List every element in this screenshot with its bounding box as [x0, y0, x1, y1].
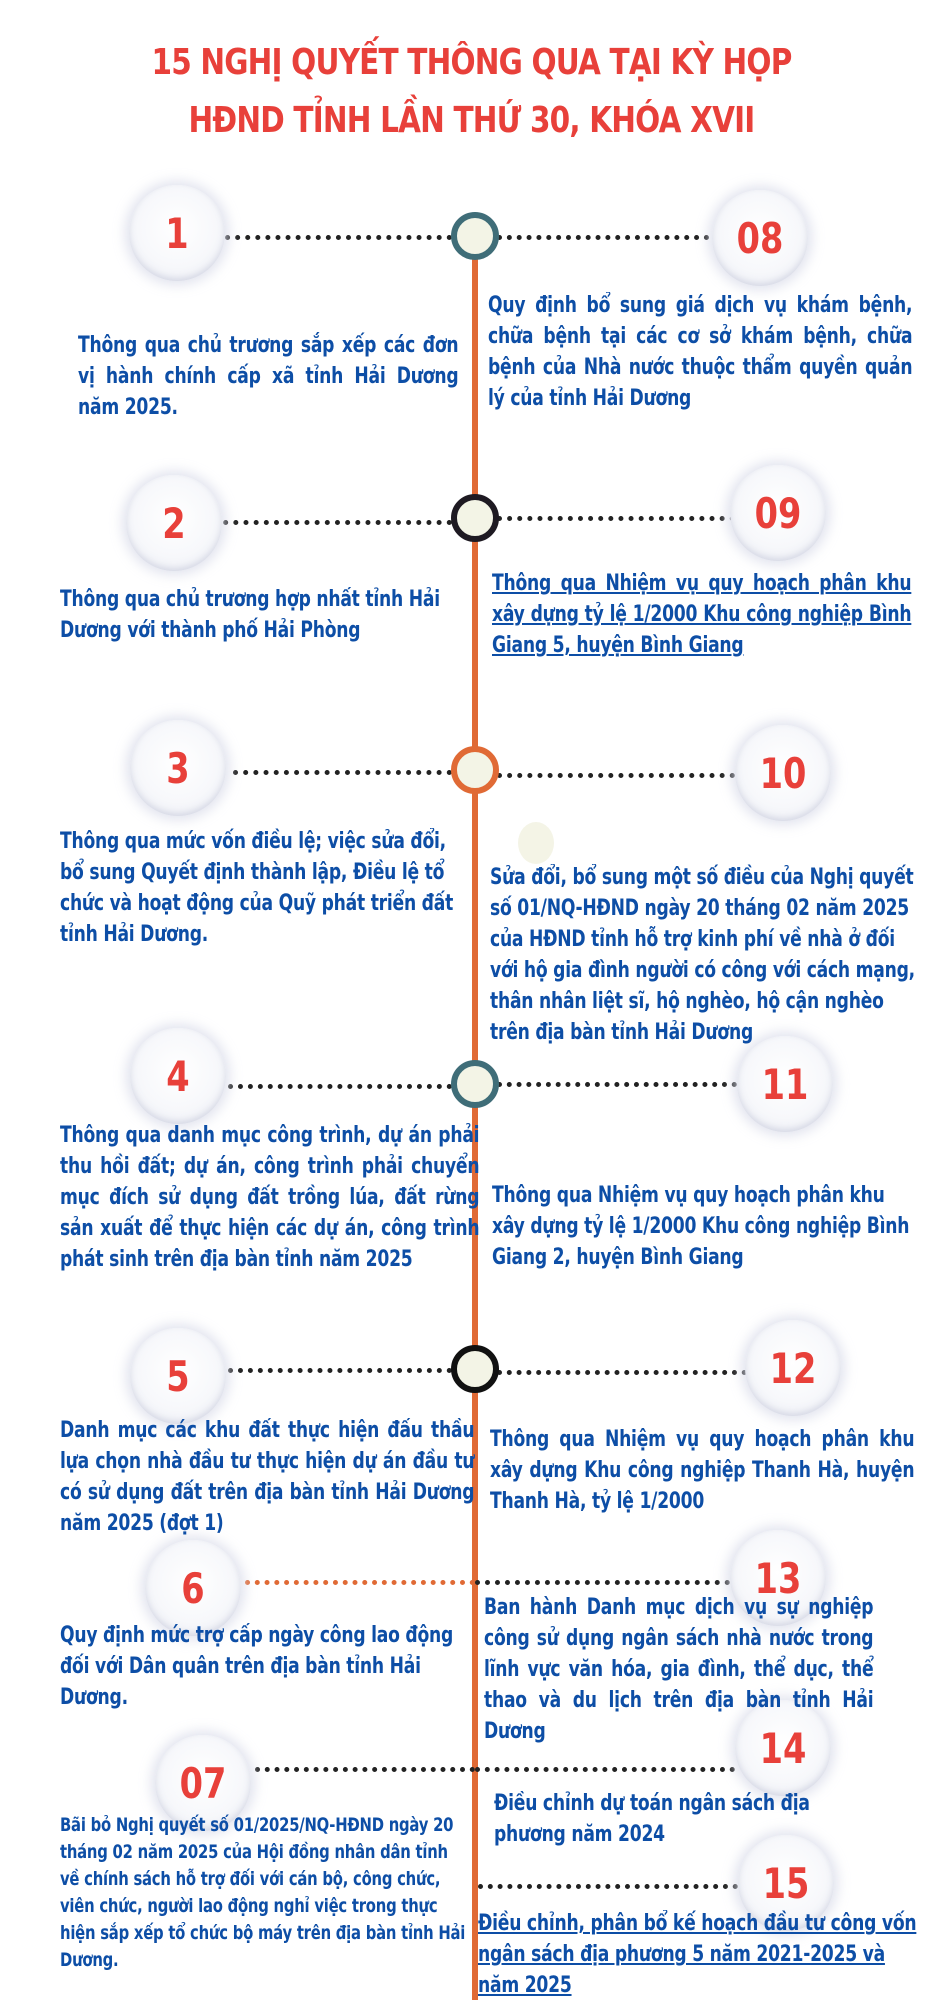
- resolution-text-4: Thông qua danh mục công trình, dự án phải thu hồi đất; dự án, công trình phải chuyển mục đích sử dụng đất trồng lúa, đất rừng sản xuất để thực hiện các dự án, công trình phát sinh trên địa bàn tỉnh năm 2025: [60, 1123, 480, 1272]
- connector-right-11: [497, 1082, 737, 1087]
- connector-left-2: [213, 520, 452, 525]
- number-badge-10: [735, 725, 831, 821]
- number-badge-2: [126, 475, 222, 571]
- connector-right-14: [475, 1767, 735, 1772]
- badge-number: 12: [769, 1343, 817, 1393]
- connector-left-7: [255, 1767, 475, 1772]
- resolution-text-14: Điều chỉnh dự toán ngân sách địa phương năm 2024: [494, 1791, 810, 1847]
- number-badge-4: [130, 1028, 226, 1124]
- connector-right-13: [475, 1580, 730, 1585]
- connector-right-9: [497, 516, 735, 521]
- resolution-text-13: Ban hành Danh mục dịch vụ sự nghiệp công sử dụng ngân sách nhà nước trong lĩnh vực văn hóa, gia đình, thể dục, thể thao và du lịch trên địa bàn tỉnh Hải Dương: [484, 1595, 874, 1744]
- timeline-node: [451, 212, 499, 260]
- resolution-text-1: Thông qua chủ trương sắp xếp các đơn vị hành chính cấp xã tỉnh Hải Dương năm 2025.: [78, 333, 459, 420]
- resolution-text-8: Quy định bổ sung giá dịch vụ khám bệnh, chữa bệnh tại các cơ sở khám bệnh, chữa bệnh của Nhà nước thuộc thẩm quyền quản lý của tỉnh Hải Dương: [488, 293, 913, 411]
- resolution-text-10: Sửa đổi, bổ sung một số điều của Nghị quyết số 01/NQ-HĐND ngày 20 tháng 02 năm 2025 của HĐND tỉnh hỗ trợ kinh phí về nhà ở đối với hộ gia đình người có công với cách mạng, thân nhân liệt sĩ, hộ nghèo, hộ cận nghèo trên địa bàn tỉnh Hải Dương: [490, 865, 915, 1045]
- badge-number: 14: [759, 1723, 807, 1773]
- resolution-text-12: Thông qua Nhiệm vụ quy hoạch phân khu xây dựng Khu công nghiệp Thanh Hà, huyện Thanh Hà, tỷ lệ 1/2000: [490, 1427, 915, 1514]
- number-badge-1: [129, 185, 225, 281]
- badge-number: 13: [754, 1553, 802, 1603]
- badge-number: 5: [166, 1351, 190, 1401]
- resolution-text-15: Điều chỉnh, phân bổ kế hoạch đầu tư công vốn ngân sách địa phương 5 năm 2021-2025 và năm 2025: [478, 1911, 917, 1998]
- resolution-text-9: Thông qua Nhiệm vụ quy hoạch phân khu xây dựng tỷ lệ 1/2000 Khu công nghiệp Bình Giang 5, huyện Bình Giang: [492, 571, 912, 658]
- connector-left-6: [245, 1580, 475, 1585]
- badge-number: 10: [759, 748, 807, 798]
- badge-number: 07: [179, 1758, 227, 1808]
- resolution-text-6: Quy định mức trợ cấp ngày công lao động đối với Dân quân trên địa bàn tỉnh Hải Dương.: [60, 1623, 454, 1710]
- number-badge-5: [130, 1328, 226, 1424]
- resolution-text-7: Bãi bỏ Nghị quyết số 01/2025/NQ-HĐND ngày 20 tháng 02 năm 2025 của Hội đồng nhân dân tỉnh về chính sách hỗ trợ đối với cán bộ, công chức, viên chức, người lao động nghỉ việc trong thực hiện sắp xếp tổ chức bộ máy trên địa bàn tỉnh Hải Dương.: [60, 1814, 466, 1971]
- page-title-line2: HĐND TỈNH LẦN THỨ 30, KHÓA XVII: [188, 100, 755, 141]
- timeline-node: [451, 1345, 499, 1393]
- connector-left-5: [228, 1368, 452, 1373]
- number-badge-12: [745, 1320, 841, 1416]
- timeline-node: [451, 494, 499, 542]
- badge-number: 1: [165, 208, 189, 258]
- badge-number: 3: [166, 743, 190, 793]
- number-badge-11: [737, 1036, 833, 1132]
- badge-number: 6: [181, 1563, 205, 1613]
- number-badge-9: [730, 465, 826, 561]
- resolution-text-5: Danh mục các khu đất thực hiện đấu thầu lựa chọn nhà đầu tư thực hiện dự án đầu tư có sử dụng đất trên địa bàn tỉnh Hải Dương năm 2025 (đợt 1): [60, 1418, 475, 1536]
- badge-number: 4: [166, 1051, 190, 1101]
- timeline-node: [451, 1060, 499, 1108]
- connector-left-1: [215, 235, 452, 240]
- connector-right-10: [497, 773, 735, 778]
- badge-number: 2: [162, 498, 186, 548]
- connector-left-4: [228, 1084, 452, 1089]
- resolution-text-2: Thông qua chủ trương hợp nhất tỉnh Hải Dương với thành phố Hải Phòng: [60, 587, 440, 643]
- badge-number: 08: [736, 213, 784, 263]
- page-title-line1: 15 NGHỊ QUYẾT THÔNG QUA TẠI KỲ HỌP: [151, 42, 792, 83]
- number-badge-3: [130, 720, 226, 816]
- connector-right-8: [497, 235, 719, 240]
- number-badge-8: [712, 190, 808, 286]
- decorative-dot: [518, 822, 554, 864]
- timeline-node: [451, 746, 499, 794]
- badge-number: 09: [754, 488, 802, 538]
- connector-right-12: [497, 1370, 747, 1375]
- resolution-text-11: Thông qua Nhiệm vụ quy hoạch phân khu xây dựng tỷ lệ 1/2000 Khu công nghiệp Bình Giang 2, huyện Bình Giang: [492, 1183, 910, 1270]
- connector-left-3: [233, 770, 452, 775]
- badge-number: 15: [762, 1858, 810, 1908]
- badge-number: 11: [761, 1059, 809, 1109]
- resolution-text-3: Thông qua mức vốn điều lệ; việc sửa đổi, bổ sung Quyết định thành lập, Điều lệ tổ chức và hoạt động của Quỹ phát triển đất tỉnh Hải Dương.: [60, 829, 454, 947]
- connector-right-15: [478, 1884, 738, 1889]
